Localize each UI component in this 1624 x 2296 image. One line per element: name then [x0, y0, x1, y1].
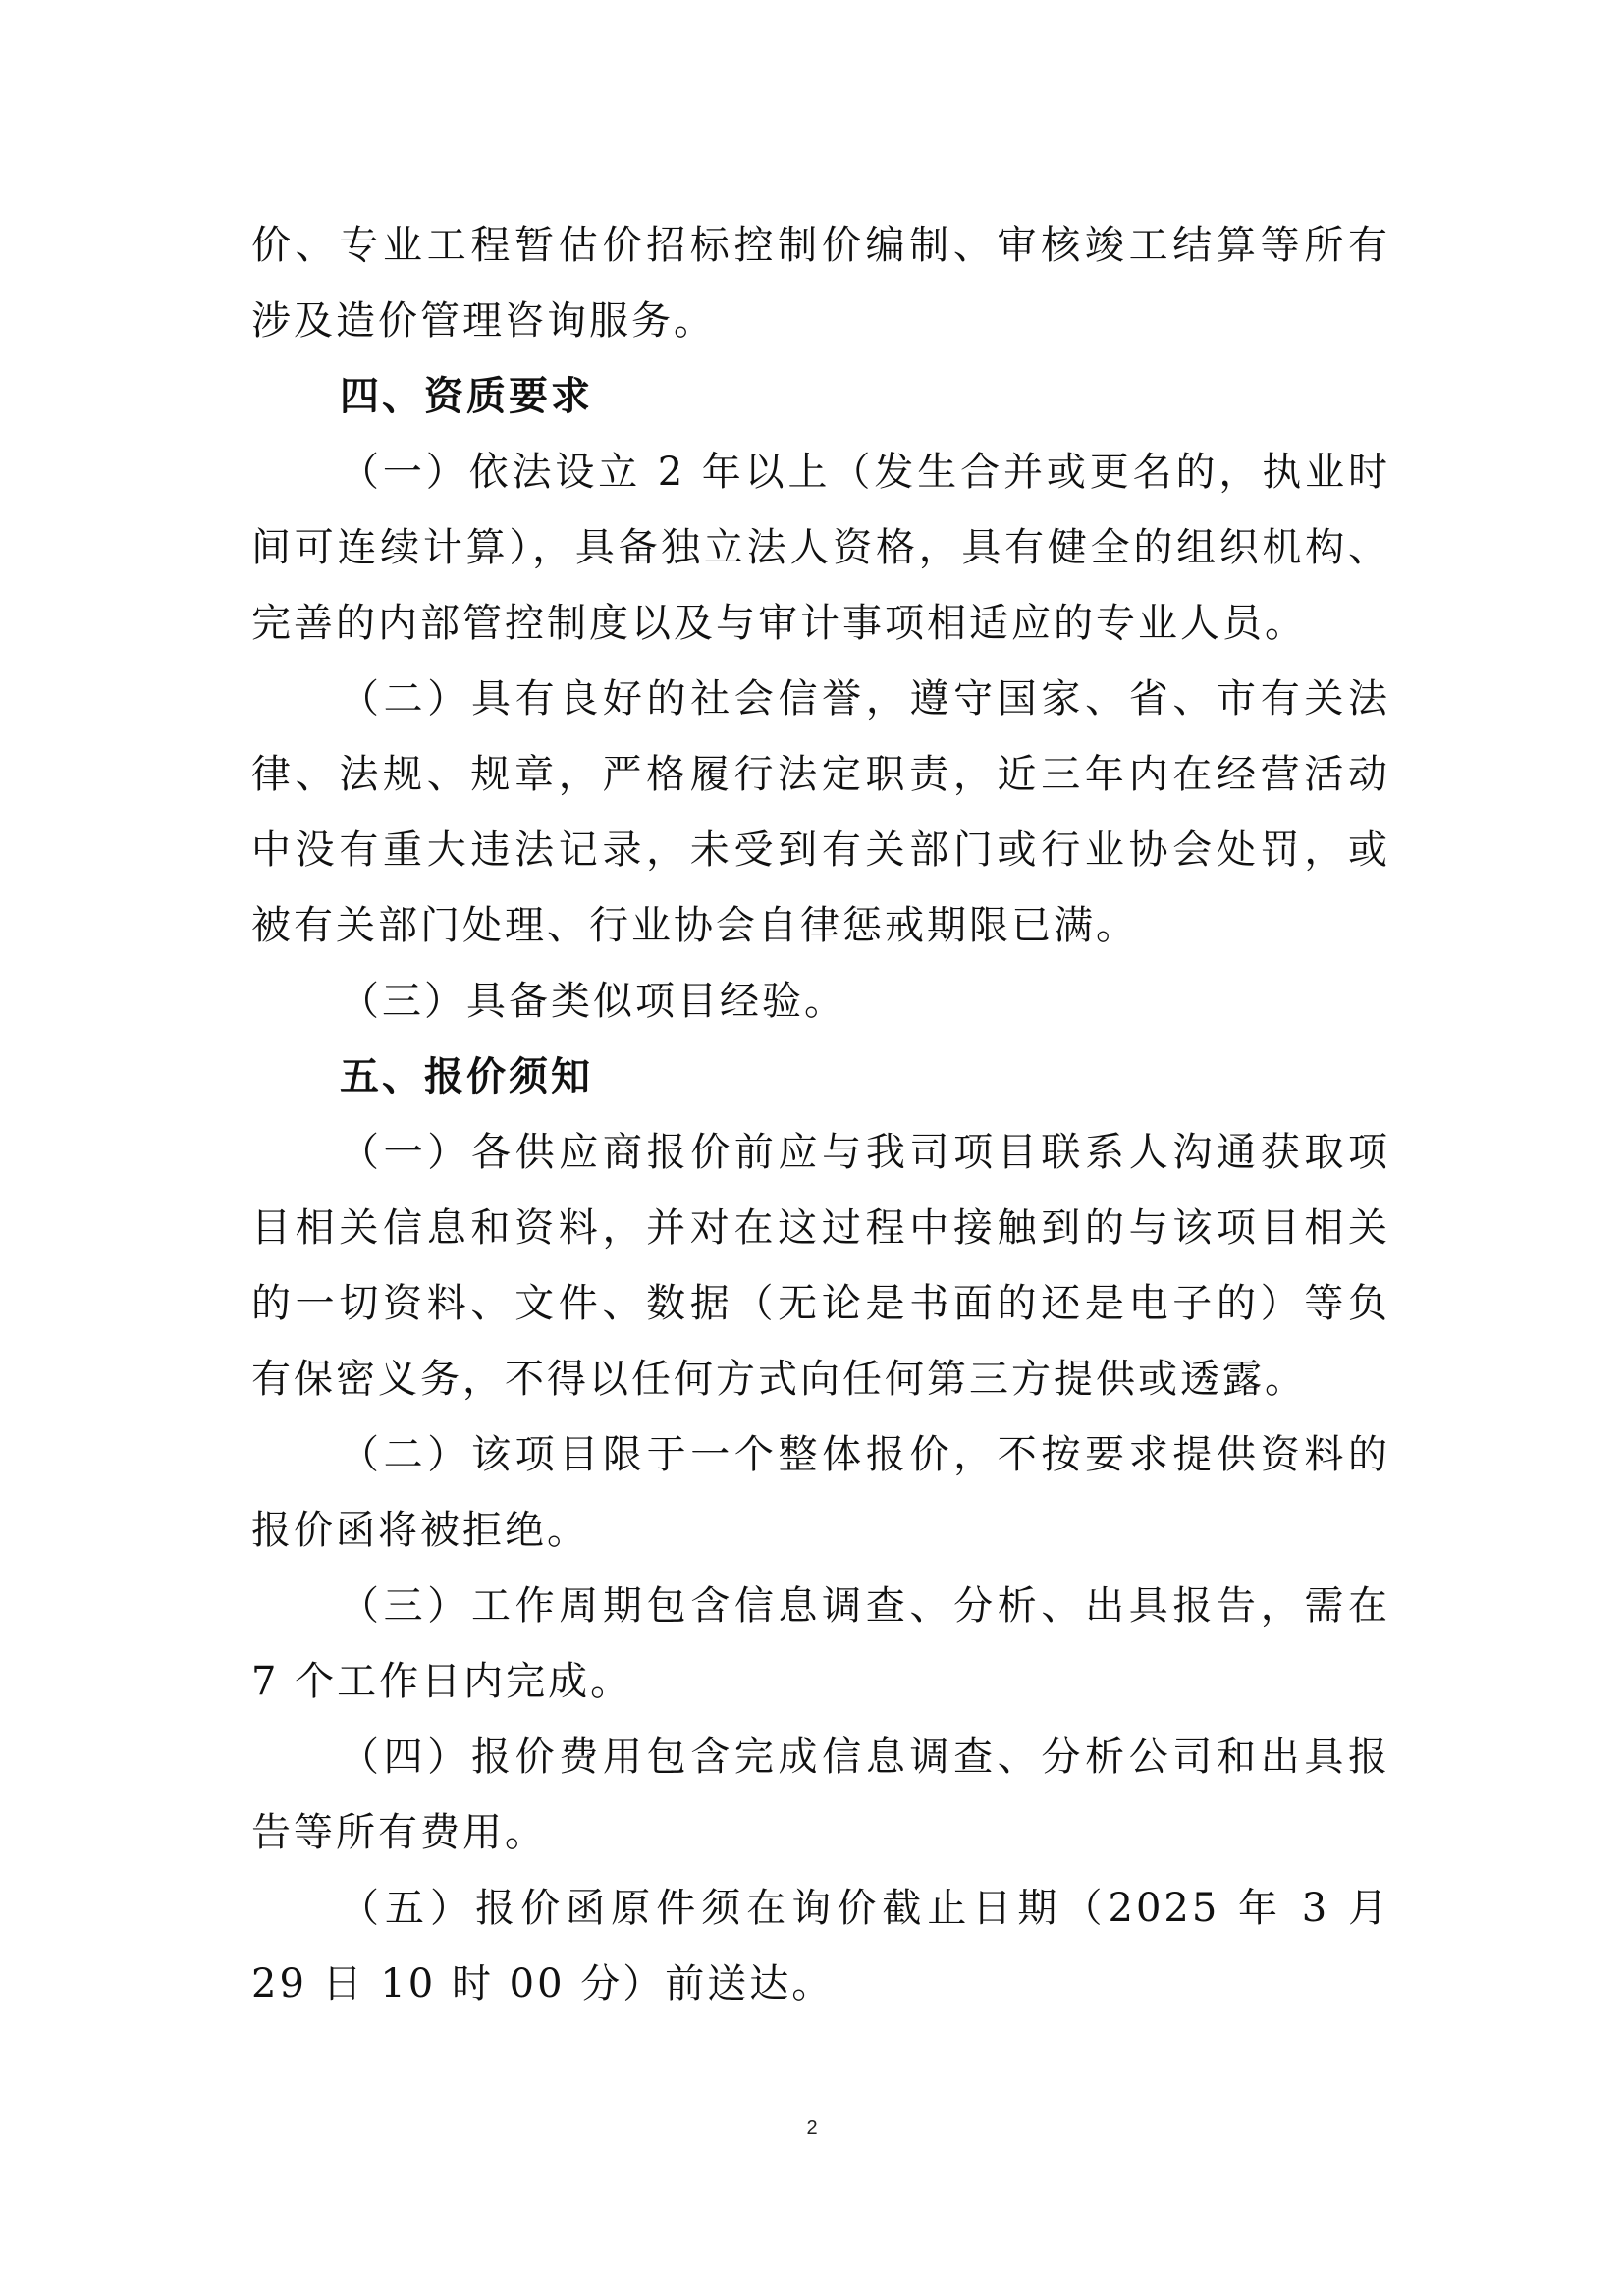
section-heading-quotation: 五、报价须知: [340, 1054, 593, 1099]
page-number: 2: [806, 2117, 818, 2139]
qualification-item-3: （三）具备类似项目经验。: [340, 979, 846, 1024]
section-heading-qualification: 四、资质要求: [340, 374, 593, 419]
document-body: [251, 208, 1390, 2022]
quotation-item-1: （一）各供应商报价前应与我司项目联系人沟通获取项目相关信息和资料，并对在这过程中接触到的与该项目相关的一切资料、文件、数据（无论是书面的还是电子的）等负有保密义务，不得以任何方式向任何第三方提供或透露。: [251, 1130, 1390, 1402]
quotation-item-3: （三）工作周期包含信息调查、分析、出具报告，需在 7 个工作日内完成。: [251, 1583, 1390, 1704]
quotation-item-4: （四）报价费用包含完成信息调查、分析公司和出具报告等所有费用。: [251, 1735, 1390, 1855]
continuation-paragraph: 价、专业工程暂估价招标控制价编制、审核竣工结算等所有涉及造价管理咨询服务。: [251, 223, 1390, 344]
quotation-item-5: （五）报价函原件须在询价截止日期（2025 年 3 月 29 日 10 时 00 分）前送达。: [251, 1886, 1390, 2006]
quotation-item-2: （二）该项目限于一个整体报价，不按要求提供资料的报价函将被拒绝。: [251, 1432, 1390, 1553]
qualification-item-1: （一）依法设立 2 年以上（发生合并或更名的，执业时间可连续计算），具备独立法人资格，具有健全的组织机构、完善的内部管控制度以及与审计事项相适应的专业人员。: [251, 450, 1390, 646]
qualification-item-2: （二）具有良好的社会信誉，遵守国家、省、市有关法律、法规、规章，严格履行法定职责，近三年内在经营活动中没有重大违法记录，未受到有关部门或行业协会处罚，或被有关部门处理、行业协会自律惩戒期限已满。: [251, 676, 1390, 948]
